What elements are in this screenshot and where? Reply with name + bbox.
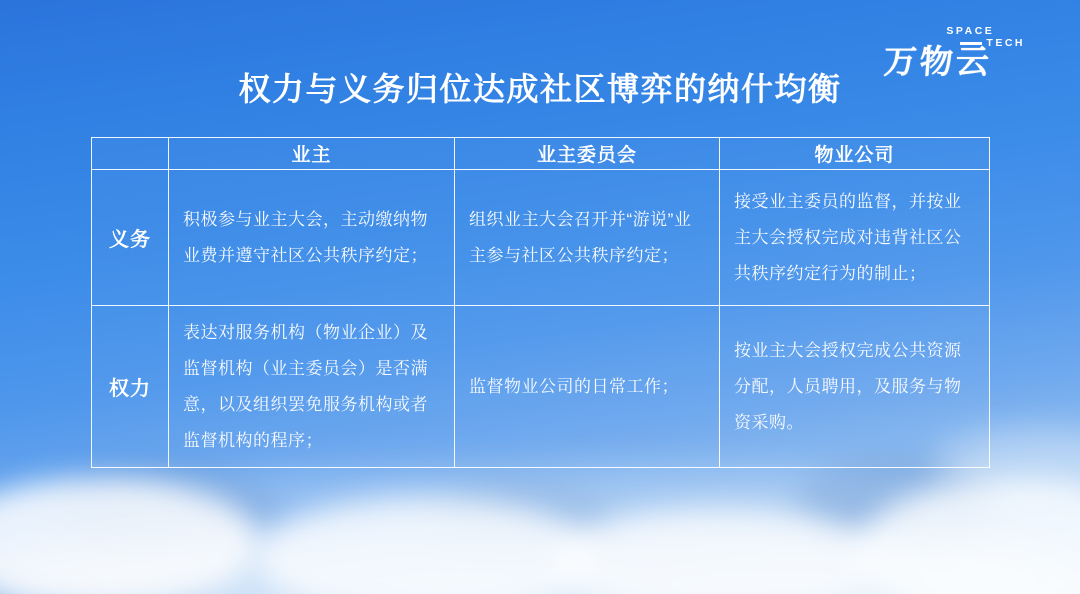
column-header-committee: 业主委员会 [455, 138, 720, 170]
cell-text: 组织业主大会召开并“游说”业主参与社区公共秩序约定； [469, 209, 692, 265]
table-row-obligations [92, 170, 990, 306]
cell-text: 按业主大会授权完成公共资源分配，人员聘用，及服务与物资采购。 [734, 340, 962, 432]
slide-title: 权力与义务归位达成社区博弈的纳什均衡 [238, 71, 842, 107]
cloud-haze [100, 468, 1000, 518]
cell-text: 表达对服务机构（物业企业）及监督机构（业主委员会）是否满意，以及组织罢免服务机构或者监督机构的程序； [183, 322, 428, 450]
onewo-logo: 万物云 [882, 43, 994, 80]
row-header-powers: 权力 [92, 306, 169, 468]
cell-powers-committee [455, 306, 720, 468]
row-header-obligations: 义务 [92, 170, 169, 306]
cell-obligations-property-co [720, 170, 990, 306]
table-header-row [92, 138, 990, 170]
corner-cell [92, 138, 169, 170]
logo-space-text: SPACE [946, 25, 995, 37]
rights-obligations-table [91, 137, 990, 468]
cell-obligations-owner [169, 170, 455, 306]
column-header-owner: 业主 [169, 138, 455, 170]
cell-powers-property-co [720, 306, 990, 468]
cell-text: 积极参与业主大会，主动缴纳物业费并遵守社区公共秩序约定； [183, 209, 428, 265]
column-header-property-co: 物业公司 [720, 138, 990, 170]
logo-tech-text: TECH [986, 37, 1025, 49]
cell-powers-owner [169, 306, 455, 468]
cell-obligations-committee [455, 170, 720, 306]
cell-text: 监督物业公司的日常工作； [469, 376, 679, 396]
cell-text: 接受业主委员的监督，并按业主大会授权完成对违背社区公共秩序约定行为的制止； [734, 191, 962, 283]
table-row-powers [92, 306, 990, 468]
